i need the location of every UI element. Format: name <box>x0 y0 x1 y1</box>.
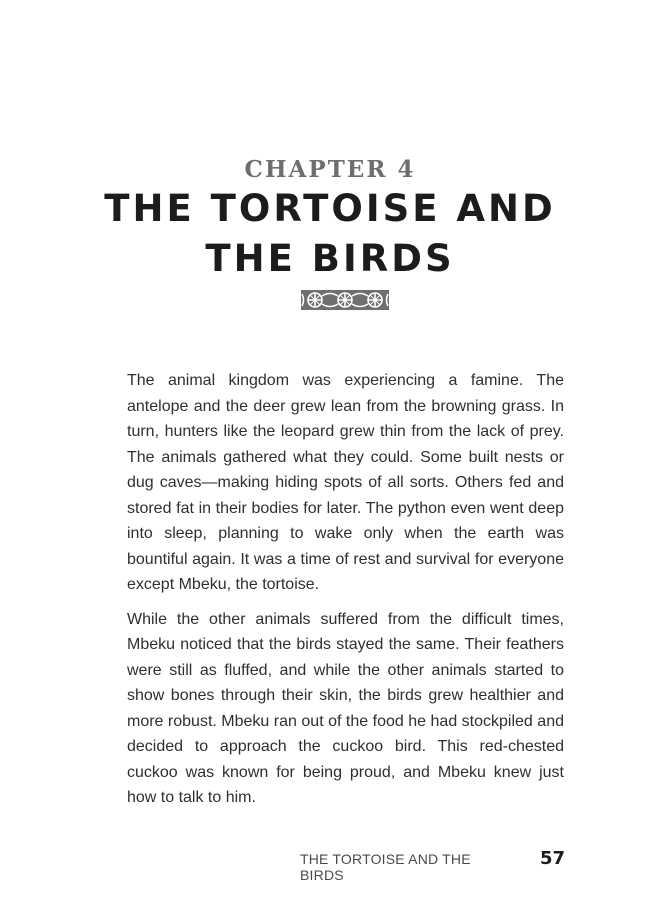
page-footer <box>300 848 565 883</box>
paragraph-2: While the other animals suffered from the difficult times, Mbeku noticed that the birds stayed the same. Their feathers were still as fluffed, and while the other animals started to show bones through their skin, the birds grew healthier and more robust. Mbeku ran out of the food he had stockpiled and decided to approach the cuckoo bird. This red-chested cuckoo was known for being proud, and Mbeku knew just how to talk to him. <box>127 610 564 806</box>
knot-ornament-icon <box>301 288 389 312</box>
body-text <box>127 368 564 820</box>
running-head: THE TORTOISE AND THE BIRDS <box>300 851 471 883</box>
page-number: 57 <box>539 848 565 869</box>
paragraph-1: The animal kingdom was experiencing a famine. The antelope and the deer grew lean from the browning grass. In turn, hunters like the leopard grew thin from the lack of prey. The animals gathered what they could. Some built nests or dug caves—making hiding spots of all sorts. Others fed and stored fat in their bodies for later. The python even went deep into sleep, planning to wake only when the earth was bountiful again. It was a time of rest and survival for everyone except Mbeku, the tortoise. <box>127 372 564 593</box>
chapter-title: THE TORTOISE AND THE BIRDS <box>104 187 556 280</box>
chapter-label: CHAPTER 4 <box>244 156 416 183</box>
